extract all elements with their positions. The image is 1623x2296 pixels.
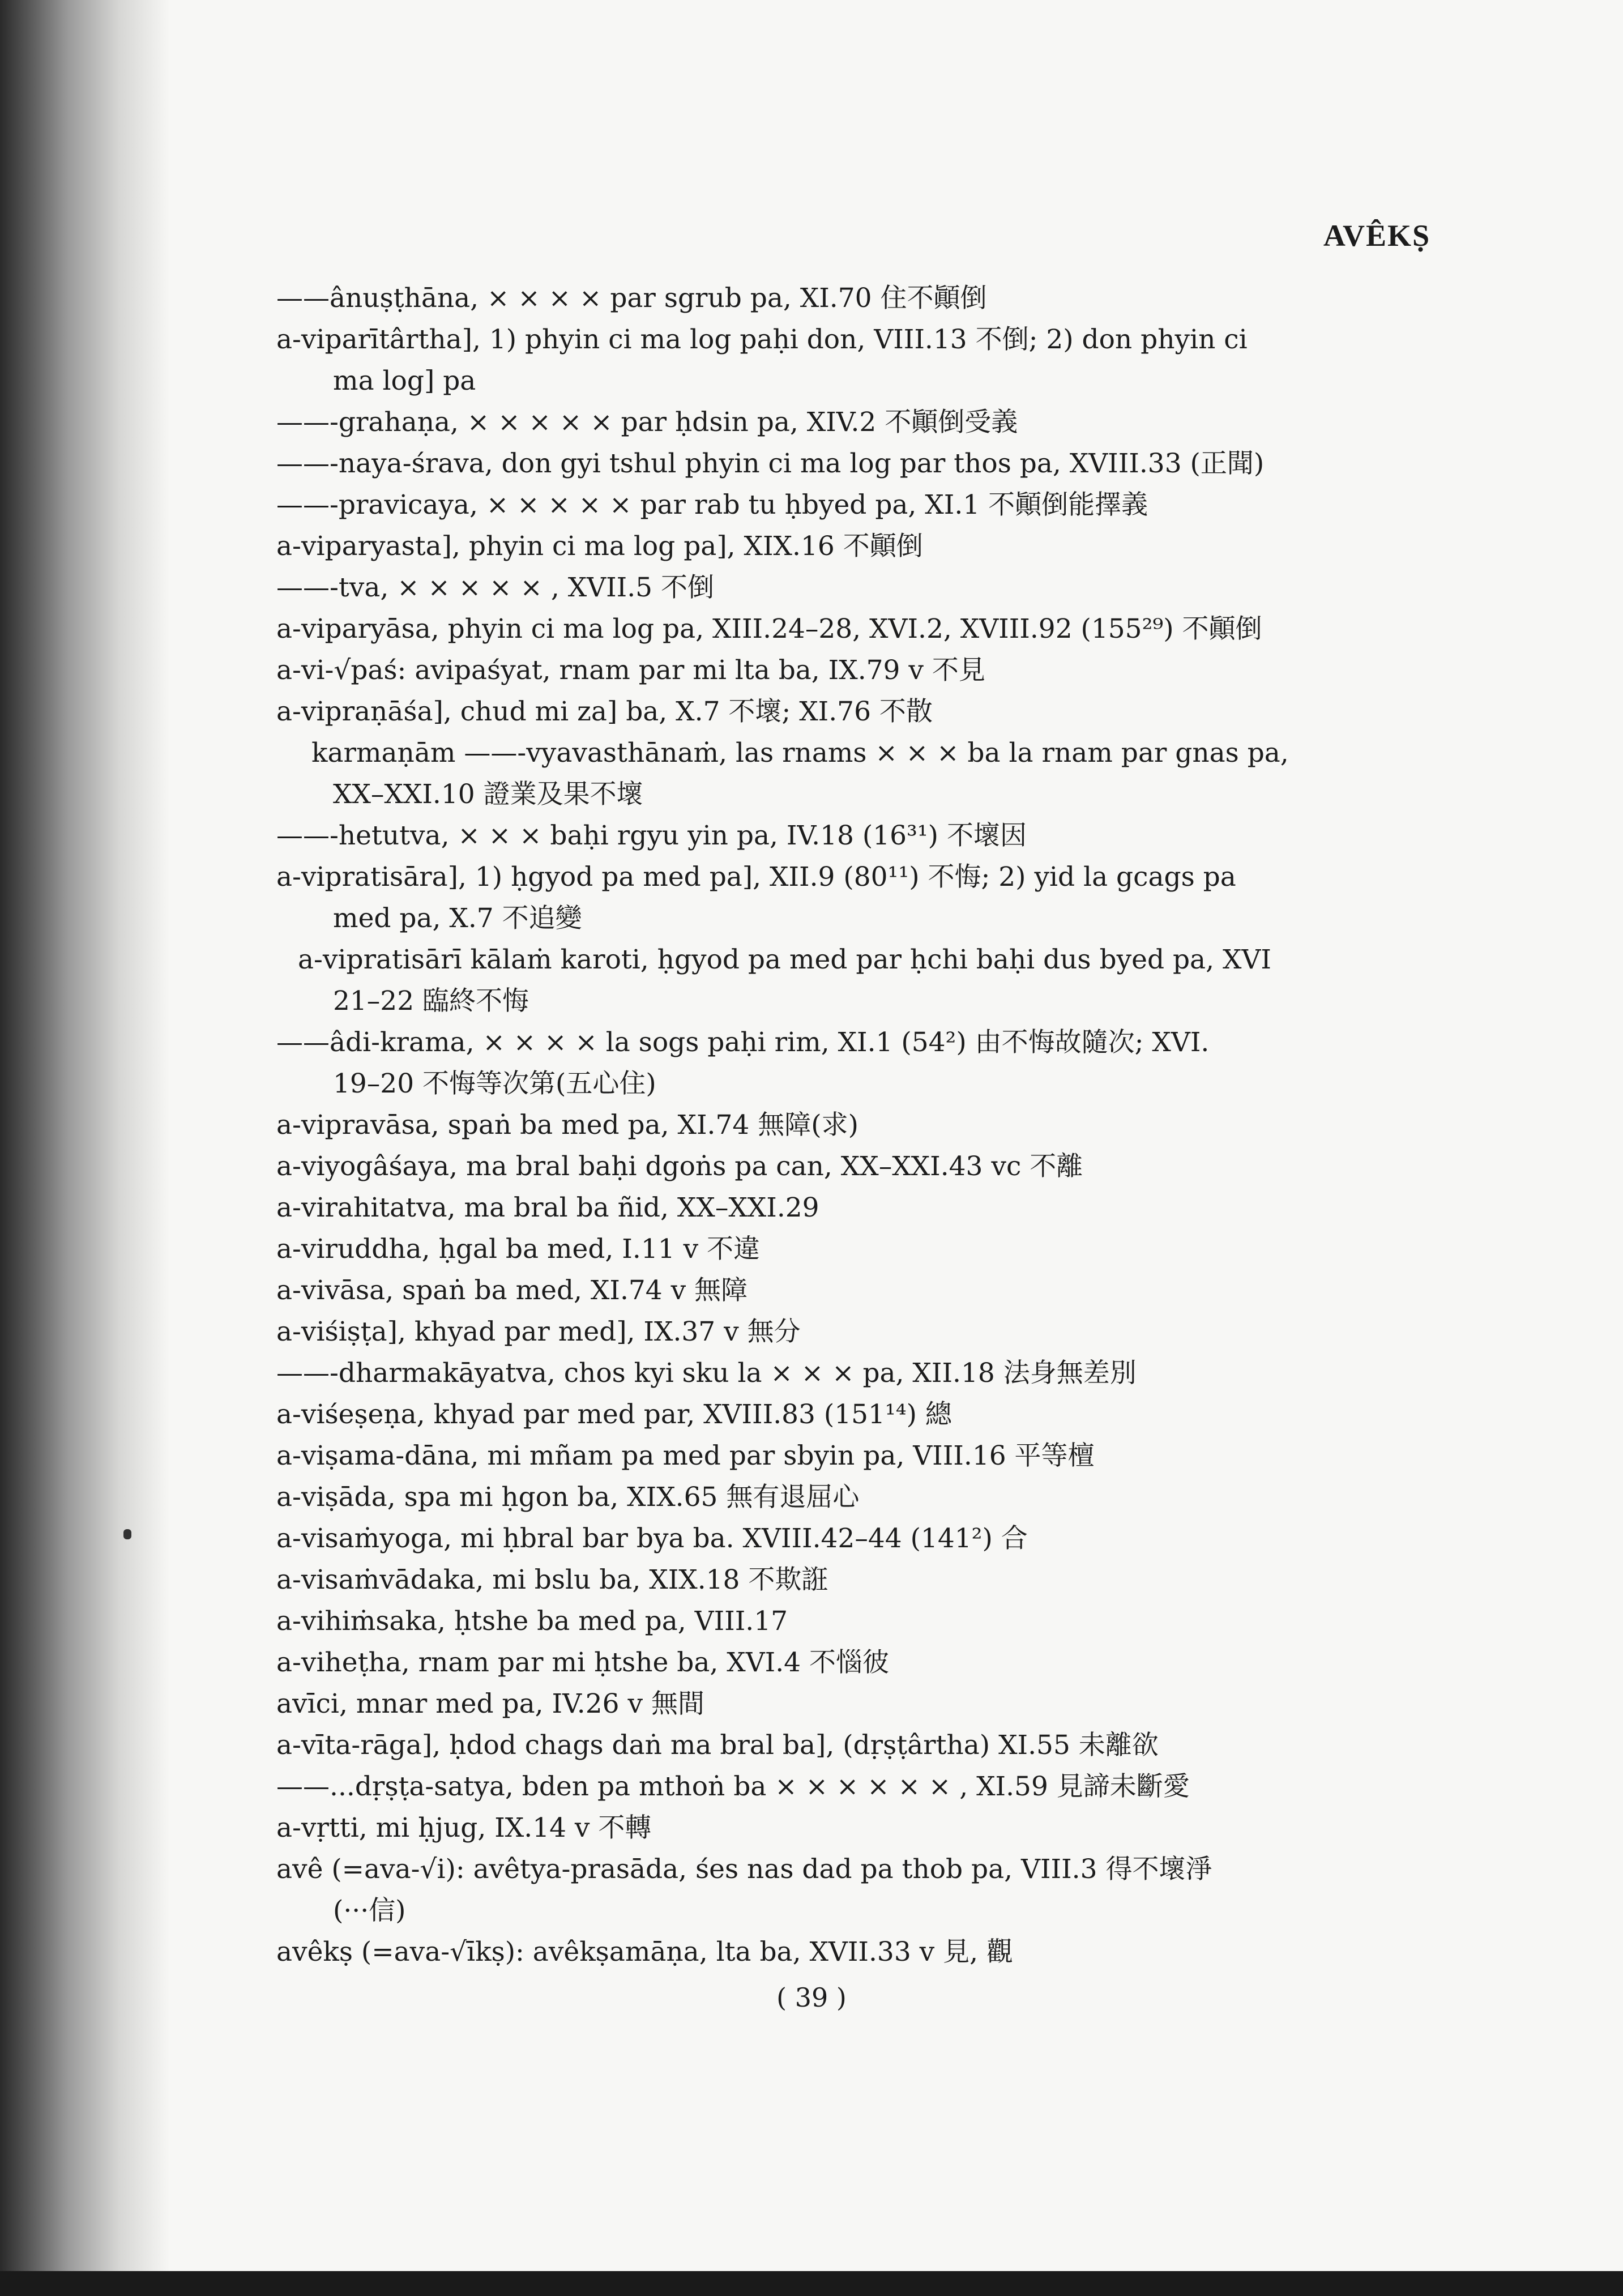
entry-line: avīci, mnar med pa, IV.26 v 無間 (276, 1688, 704, 1719)
page-number: ( 39 ) (776, 1982, 847, 2013)
entry-line: 19–20 不悔等次第(五心住) (333, 1068, 656, 1099)
entry-line: ——...dṛṣṭa-satya, bden pa mthoṅ ba × × × × × × , XI.59 見諦未斷愛 (276, 1771, 1190, 1802)
entry-line: avêkṣ (=ava-√īkṣ): avêkṣamāṇa, lta ba, XVII.33 v 見, 觀 (276, 1936, 1014, 1968)
entry-line: a-vipratisāra], 1) ḥgyod pa med pa], XII.9 (80¹¹) 不悔; 2) yid la gcags pa (276, 861, 1236, 893)
entry-line: ——-pravicaya, × × × × × par rab tu ḥbyed pa, XI.1 不顚倒能擇義 (276, 489, 1148, 520)
scan-bottom-edge (0, 2271, 1623, 2296)
scan-speck (123, 1529, 131, 1539)
binding-shadow (0, 0, 170, 2296)
entry-line: a-viṣama-dāna, mi mñam pa med par sbyin pa, VIII.16 平等檀 (276, 1440, 1095, 1471)
entry-line: a-visaṁyoga, mi ḥbral bar bya ba. XVIII.42–44 (141²) 合 (276, 1523, 1028, 1554)
entry-line: a-viparyasta], phyin ci ma log pa], XIX.16 不顚倒 (276, 531, 923, 562)
entry-line: (···信) (333, 1895, 406, 1926)
entry-line: ——-dharmakāyatva, chos kyi sku la × × × pa, XII.18 法身無差別 (276, 1358, 1137, 1389)
entry-line: a-vṛtti, mi ḥjug, IX.14 v 不轉 (276, 1812, 652, 1843)
entry-line: a-viśeṣeṇa, khyad par med par, XVIII.83 (151¹⁴) 總 (276, 1399, 952, 1430)
dictionary-entries (276, 278, 1409, 1973)
entry-line: a-viparyāsa, phyin ci ma log pa, XIII.24–28, XVI.2, XVIII.92 (155²⁹) 不顚倒 (276, 613, 1262, 645)
entry-line: ——âdi-krama, × × × × la sogs paḥi rim, XI.1 (54²) 由不悔故隨次; XVI. (276, 1027, 1210, 1058)
entry-line: a-vi-√paś: avipaśyat, rnam par mi lta ba, IX.79 v 不見 (276, 655, 985, 686)
entry-line: XX–XXI.10 證業及果不壞 (333, 779, 643, 810)
entry-line: ——-hetutva, × × × baḥi rgyu yin pa, IV.18 (16³¹) 不壞因 (276, 820, 1027, 851)
entry-line: a-viyogâśaya, ma bral baḥi dgoṅs pa can, XX–XXI.43 vc 不離 (276, 1151, 1083, 1182)
entry-line: a-viruddha, ḥgal ba med, I.11 v 不違 (276, 1234, 761, 1265)
entry-line: a-vipraṇāśa], chud mi za] ba, X.7 不壞; XI.76 不散 (276, 696, 933, 727)
entry-line: a-vipravāsa, spaṅ ba med pa, XI.74 無障(求) (276, 1109, 859, 1141)
entry-line: ——-tva, × × × × × , XVII.5 不倒 (276, 572, 715, 603)
entry-line: a-vipratisārī kālaṁ karoti, ḥgyod pa med par ḥchi baḥi dus byed pa, XVI (298, 944, 1271, 975)
entry-line: ——ânuṣṭhāna, × × × × par sgrub pa, XI.70 住不顚倒 (276, 283, 987, 314)
entry-line: karmaṇām ——-vyavasthānaṁ, las rnams × × × ba la rnam par gnas pa, (311, 737, 1289, 769)
entry-line: med pa, X.7 不追變 (333, 903, 582, 934)
entry-line: a-viśiṣṭa], khyad par med], IX.37 v 無分 (276, 1316, 801, 1347)
entry-line: a-vivāsa, spaṅ ba med, XI.74 v 無障 (276, 1275, 748, 1306)
entry-line: ——-grahaṇa, × × × × × par ḥdsin pa, XIV.2 不顚倒受義 (276, 407, 1018, 438)
entry-line: ma log] pa (333, 365, 476, 396)
entry-line: avê (=ava-√i): avêtya-prasāda, śes nas dad pa thob pa, VIII.3 得不壞淨 (276, 1854, 1212, 1885)
entry-line: a-virahitatva, ma bral ba ñid, XX–XXI.29 (276, 1192, 819, 1223)
running-head: AVÊKṢ (1323, 219, 1430, 253)
entry-line: a-vīta-rāga], ḥdod chags daṅ ma bral ba], (dṛṣṭârtha) XI.55 未離欲 (276, 1730, 1159, 1761)
entry-line: a-viṣāda, spa mi ḥgon ba, XIX.65 無有退屈心 (276, 1482, 860, 1513)
entry-line: 21–22 臨終不悔 (333, 985, 529, 1017)
entry-line: a-viheṭha, rnam par mi ḥtshe ba, XVI.4 不惱彼 (276, 1647, 889, 1678)
entry-line: ——-naya-śrava, don gyi tshul phyin ci ma log par thos pa, XVIII.33 (正聞) (276, 448, 1265, 479)
entry-line: a-vihiṁsaka, ḥtshe ba med pa, VIII.17 (276, 1606, 788, 1637)
entry-line: a-visaṁvādaka, mi bslu ba, XIX.18 不欺誑 (276, 1564, 828, 1595)
entry-line: a-viparītârtha], 1) phyin ci ma log paḥi don, VIII.13 不倒; 2) don phyin ci (276, 324, 1248, 355)
